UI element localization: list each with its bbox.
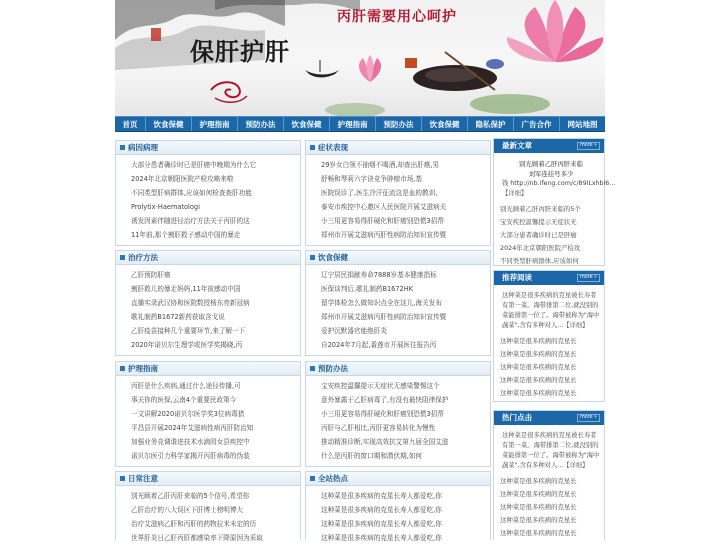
panel-diet bbox=[305, 250, 491, 356]
panel-title[interactable]: 症状表现 bbox=[318, 143, 348, 152]
list-item[interactable]: 不同类型肝病群体,应该如何 bbox=[500, 257, 579, 265]
list-item[interactable]: 这种菜是很多疾病的克星长 bbox=[500, 477, 577, 485]
panel-title[interactable]: 治疗方法 bbox=[128, 253, 158, 262]
list-item[interactable]: 丙肝与乙肝相比,丙肝更容易转化为慢性 bbox=[321, 424, 436, 432]
nav-item-diet[interactable]: 饮食保健 bbox=[146, 117, 192, 131]
nav-item-care-2[interactable]: 护理指南 bbox=[330, 117, 376, 131]
list-item[interactable]: 平昌县开展2024年艾滋病性病丙肝防治知 bbox=[131, 424, 254, 432]
list-item[interactable]: 推动精准诊断,实现高效抗艾第九届全国艾滋 bbox=[321, 438, 449, 446]
nav-item-diet-3[interactable]: 饮食保健 bbox=[422, 117, 468, 131]
list-item[interactable]: 一文讲解2020诺贝尔医学奖3位病毒猎 bbox=[131, 410, 245, 418]
bullet-icon bbox=[310, 145, 315, 150]
list-item[interactable]: 乙肝治疗的八大误区下肝博士榜明博大 bbox=[131, 506, 244, 514]
panel-header bbox=[306, 472, 490, 486]
bullet-icon bbox=[120, 255, 125, 260]
more-link[interactable]: more » bbox=[577, 142, 600, 150]
nav-item-privacy[interactable]: 隐私保护 bbox=[468, 117, 514, 131]
sidebar-header bbox=[494, 271, 604, 285]
panel-header bbox=[306, 251, 490, 265]
panel-title[interactable]: 全站热点 bbox=[318, 474, 348, 483]
banner-title: 保肝护肝 bbox=[190, 37, 290, 66]
list-item[interactable]: 歌礼制药B1672新药获取含戈说 bbox=[131, 313, 225, 321]
list-item[interactable]: 这种菜是很多疾病的克星长寿人都爱吃,你 bbox=[321, 492, 442, 500]
banner-slogan: 丙肝需要用心呵护 bbox=[337, 9, 457, 25]
bullet-icon bbox=[120, 366, 125, 371]
page-wrapper bbox=[115, 0, 616, 542]
more-link[interactable]: more » bbox=[577, 274, 600, 282]
featured-text: 这种菜是很多疾病的克星被长寿者有第一菜。海带排第二位,就没别的菜能排第一位了。海带被称为"海中蔬菜",含有多种对人... bbox=[502, 432, 600, 469]
nav-item-prevention-2[interactable]: 预防办法 bbox=[376, 117, 422, 131]
bullet-icon bbox=[310, 255, 315, 260]
list-item[interactable]: 这种菜是很多疾病的克星长 bbox=[500, 363, 577, 371]
list-item[interactable]: Prolytix-Haematologi bbox=[131, 203, 200, 211]
list-item[interactable]: 这种菜是很多疾病的克星长 bbox=[500, 350, 577, 358]
list-item[interactable]: 郑州市开展艾滋病丙肝性病防治知识宣传暨 bbox=[321, 231, 447, 239]
panel-title[interactable]: 预防办法 bbox=[318, 364, 348, 373]
list-item[interactable]: 医院误诊了,医生冷汗征流这是血的教训, bbox=[321, 189, 438, 197]
list-item[interactable]: 直播实录武汉协和医院数授杨东亮新冠病 bbox=[131, 299, 250, 307]
panel-title[interactable]: 日常注意 bbox=[128, 474, 158, 483]
panel-prevention bbox=[305, 361, 491, 467]
main-nav bbox=[115, 116, 605, 132]
panel-daily bbox=[115, 471, 301, 540]
list-item[interactable]: 这种菜是很多疾病的克星长 bbox=[500, 503, 577, 511]
list-item[interactable]: 留学体检怎么做知识点全在这儿,海关发布 bbox=[321, 299, 442, 307]
list-item[interactable]: 什么是丙肝的窗口期和潜伏期,如何 bbox=[321, 452, 423, 460]
panel-header bbox=[116, 472, 300, 486]
list-item[interactable]: 医保谈判后,歌礼制药B1672HK bbox=[321, 285, 414, 293]
list-item[interactable]: 意外暴露于乙肝病毒了,有没有最快阻律保护 bbox=[321, 396, 449, 404]
nav-item-home[interactable]: 首页 bbox=[115, 117, 146, 131]
nav-item-sitemap[interactable]: 网站地图 bbox=[567, 120, 598, 129]
list-item[interactable]: 这种菜是很多疾病的克星长 bbox=[500, 389, 577, 397]
list-item[interactable]: 割肝救儿的暴走妈妈,11年前感动中国 bbox=[131, 285, 241, 293]
list-item[interactable]: 大部分患者确诊时已是肝癌 bbox=[500, 231, 577, 239]
list-item[interactable]: 这种菜是很多疾病的克星长寿人都爱吃,你 bbox=[321, 520, 442, 528]
featured-title[interactable]: 别光顾着乙肝丙肝来临 bbox=[519, 160, 583, 168]
featured-text: 这种菜是很多疾病的克星被长寿者有第一菜。海带排第二位,就没别的菜能排第一位了。海带被称为"海中蔬菜",含有多种对人... bbox=[502, 292, 600, 329]
panel-header bbox=[116, 251, 300, 265]
list-item[interactable]: 治疗艾滋病乙肝和丙肝的药物拉米未定的历 bbox=[131, 520, 257, 528]
list-item[interactable]: 辽宁居民捐献寿命7888岁基本健康指标 bbox=[321, 271, 437, 279]
more-link[interactable]: more » bbox=[577, 414, 600, 422]
sidebar-recommend bbox=[493, 270, 605, 402]
list-item[interactable]: 2020年诺贝尔生理学或医学奖揭晓,丙 bbox=[131, 341, 243, 349]
list-item[interactable]: 大部分患者确诊时已是肝癌中晚期为什么它 bbox=[131, 161, 257, 169]
sidebar-latest bbox=[493, 138, 616, 266]
list-item[interactable]: 小三用更容易得肝硬化和肝癌别恐慌3招帮 bbox=[321, 217, 444, 225]
panel-causes bbox=[115, 140, 301, 246]
bullet-icon bbox=[120, 145, 125, 150]
list-item[interactable]: 乙肝预防肝癌 bbox=[131, 271, 171, 279]
list-item[interactable]: 别光顾着乙肝丙肝来临的5个信号,希望你 bbox=[131, 492, 250, 500]
panel-treatment bbox=[115, 250, 301, 356]
list-item[interactable]: 诺贝尔医引力科学家揭开丙肝病毒的伪装 bbox=[131, 452, 250, 460]
site-banner bbox=[115, 0, 605, 116]
list-item[interactable]: 诱发因素伴随进径治疗方法关于丙肝的这 bbox=[131, 217, 250, 225]
panel-header bbox=[116, 141, 300, 155]
list-item[interactable]: 这种菜是很多疾病的克星长 bbox=[500, 376, 577, 384]
featured-article bbox=[494, 285, 604, 333]
list-item[interactable]: 别光顾着乙肝丙肝来临的5个 bbox=[500, 205, 581, 213]
list-item[interactable]: 2024年北京朝阳医院产检攻略来啦 bbox=[131, 175, 234, 183]
list-item[interactable]: 不同类型肝病群体,应该如何检查查肝功能 bbox=[131, 189, 252, 197]
list-item[interactable]: 这种菜是很多疾病的克星长 bbox=[500, 529, 577, 537]
sidebar-title: 热门点击 bbox=[502, 413, 532, 422]
list-item[interactable]: 舒畅和琴莉六字诀竞争肿瘤市场,基 bbox=[321, 175, 423, 183]
list-item[interactable]: 这种菜是很多疾病的克星长寿人都爱吃,你 bbox=[321, 534, 442, 542]
panel-care bbox=[115, 361, 301, 467]
sidebar-title: 推荐阅读 bbox=[502, 273, 532, 282]
detail-link[interactable]: 【详细】 bbox=[563, 322, 589, 329]
panel-title[interactable]: 饮食保健 bbox=[318, 253, 348, 262]
list-item[interactable]: 宝安疾控温馨提示无症状无感染警惕这个 bbox=[321, 382, 440, 390]
panel-symptoms bbox=[305, 140, 491, 246]
list-item[interactable]: 乙肝疫苗接种几个重要环节,来了解一下 bbox=[131, 327, 246, 335]
list-item[interactable]: 事关你的医保,云南4个重要民政策今 bbox=[131, 396, 237, 404]
list-item[interactable]: 这种菜是很多疾病的克星长寿人都爱吃,你 bbox=[321, 506, 442, 514]
list-item[interactable]: 自2024年7月起,番莲市开展医往报告丙 bbox=[321, 341, 437, 349]
featured-line: 刘军连挂号多少 bbox=[528, 170, 574, 178]
bullet-icon bbox=[310, 366, 315, 371]
panel-header bbox=[116, 362, 300, 376]
panel-title[interactable]: 病因病理 bbox=[128, 143, 158, 152]
list-item[interactable]: 郑州市开展艾滋病丙肝性病防治知识宣传暨 bbox=[321, 313, 447, 321]
detail-link[interactable]: 【详细】 bbox=[563, 462, 589, 469]
sidebar-header bbox=[494, 139, 604, 153]
list-item[interactable]: 爱护沉默器官能绝肝炎 bbox=[321, 327, 387, 335]
sidebar-hot bbox=[493, 410, 605, 540]
list-item[interactable]: 世界肝炎日乙肝丙肝都感染率下降原因为采取 bbox=[131, 534, 263, 542]
nav-item-ads[interactable]: 广告合作 bbox=[514, 117, 560, 131]
panel-hot bbox=[305, 471, 491, 540]
nav-item-diet-2[interactable]: 饮食保健 bbox=[284, 117, 330, 131]
featured-article bbox=[494, 153, 616, 201]
list-item[interactable]: 泰安市疾控中心邀区人民医院开展艾滋病关 bbox=[321, 203, 447, 211]
sidebar-header bbox=[494, 411, 604, 425]
featured-line: 钱 http://nb.ifeng.com/c/89lLxhbl6... bbox=[502, 180, 616, 187]
list-item[interactable]: 2024年北京朝阳医院产检攻 bbox=[500, 244, 581, 252]
list-item[interactable]: 这种菜是很多疾病的克星长 bbox=[500, 516, 577, 524]
detail-link[interactable]: 【详细】 bbox=[502, 190, 528, 197]
list-item[interactable]: 这种菜是很多疾病的克星长 bbox=[500, 490, 577, 498]
panel-header bbox=[306, 141, 490, 155]
list-item[interactable]: 这种菜是很多疾病的克星长 bbox=[500, 337, 577, 345]
featured-article bbox=[494, 425, 604, 473]
panel-header bbox=[306, 362, 490, 376]
nav-item-care[interactable]: 护理指南 bbox=[192, 117, 238, 131]
list-item[interactable]: 29岁女白领不抽烟不喝酒,却查出肝癌,男 bbox=[321, 161, 440, 169]
list-item[interactable]: 加强业务竞调谐进技术水滴园女县疾控中 bbox=[131, 438, 250, 446]
bullet-icon bbox=[120, 476, 125, 481]
list-item[interactable]: 丙肝是什么疾病,通过什么途径传播,可 bbox=[131, 382, 241, 390]
nav-item-prevention[interactable]: 预防办法 bbox=[238, 117, 284, 131]
bullet-icon bbox=[310, 476, 315, 481]
panel-title[interactable]: 护理指南 bbox=[128, 364, 158, 373]
sidebar-title: 最新文章 bbox=[502, 141, 532, 150]
list-item[interactable]: 小三用更容易得肝硬化和肝癌别恐慌3招帮 bbox=[321, 410, 444, 418]
list-item[interactable]: 11年前,那个割肝救子感动中国的暴走 bbox=[131, 231, 241, 239]
list-item[interactable]: 宝安疾控温馨提示无症状无 bbox=[500, 218, 577, 226]
